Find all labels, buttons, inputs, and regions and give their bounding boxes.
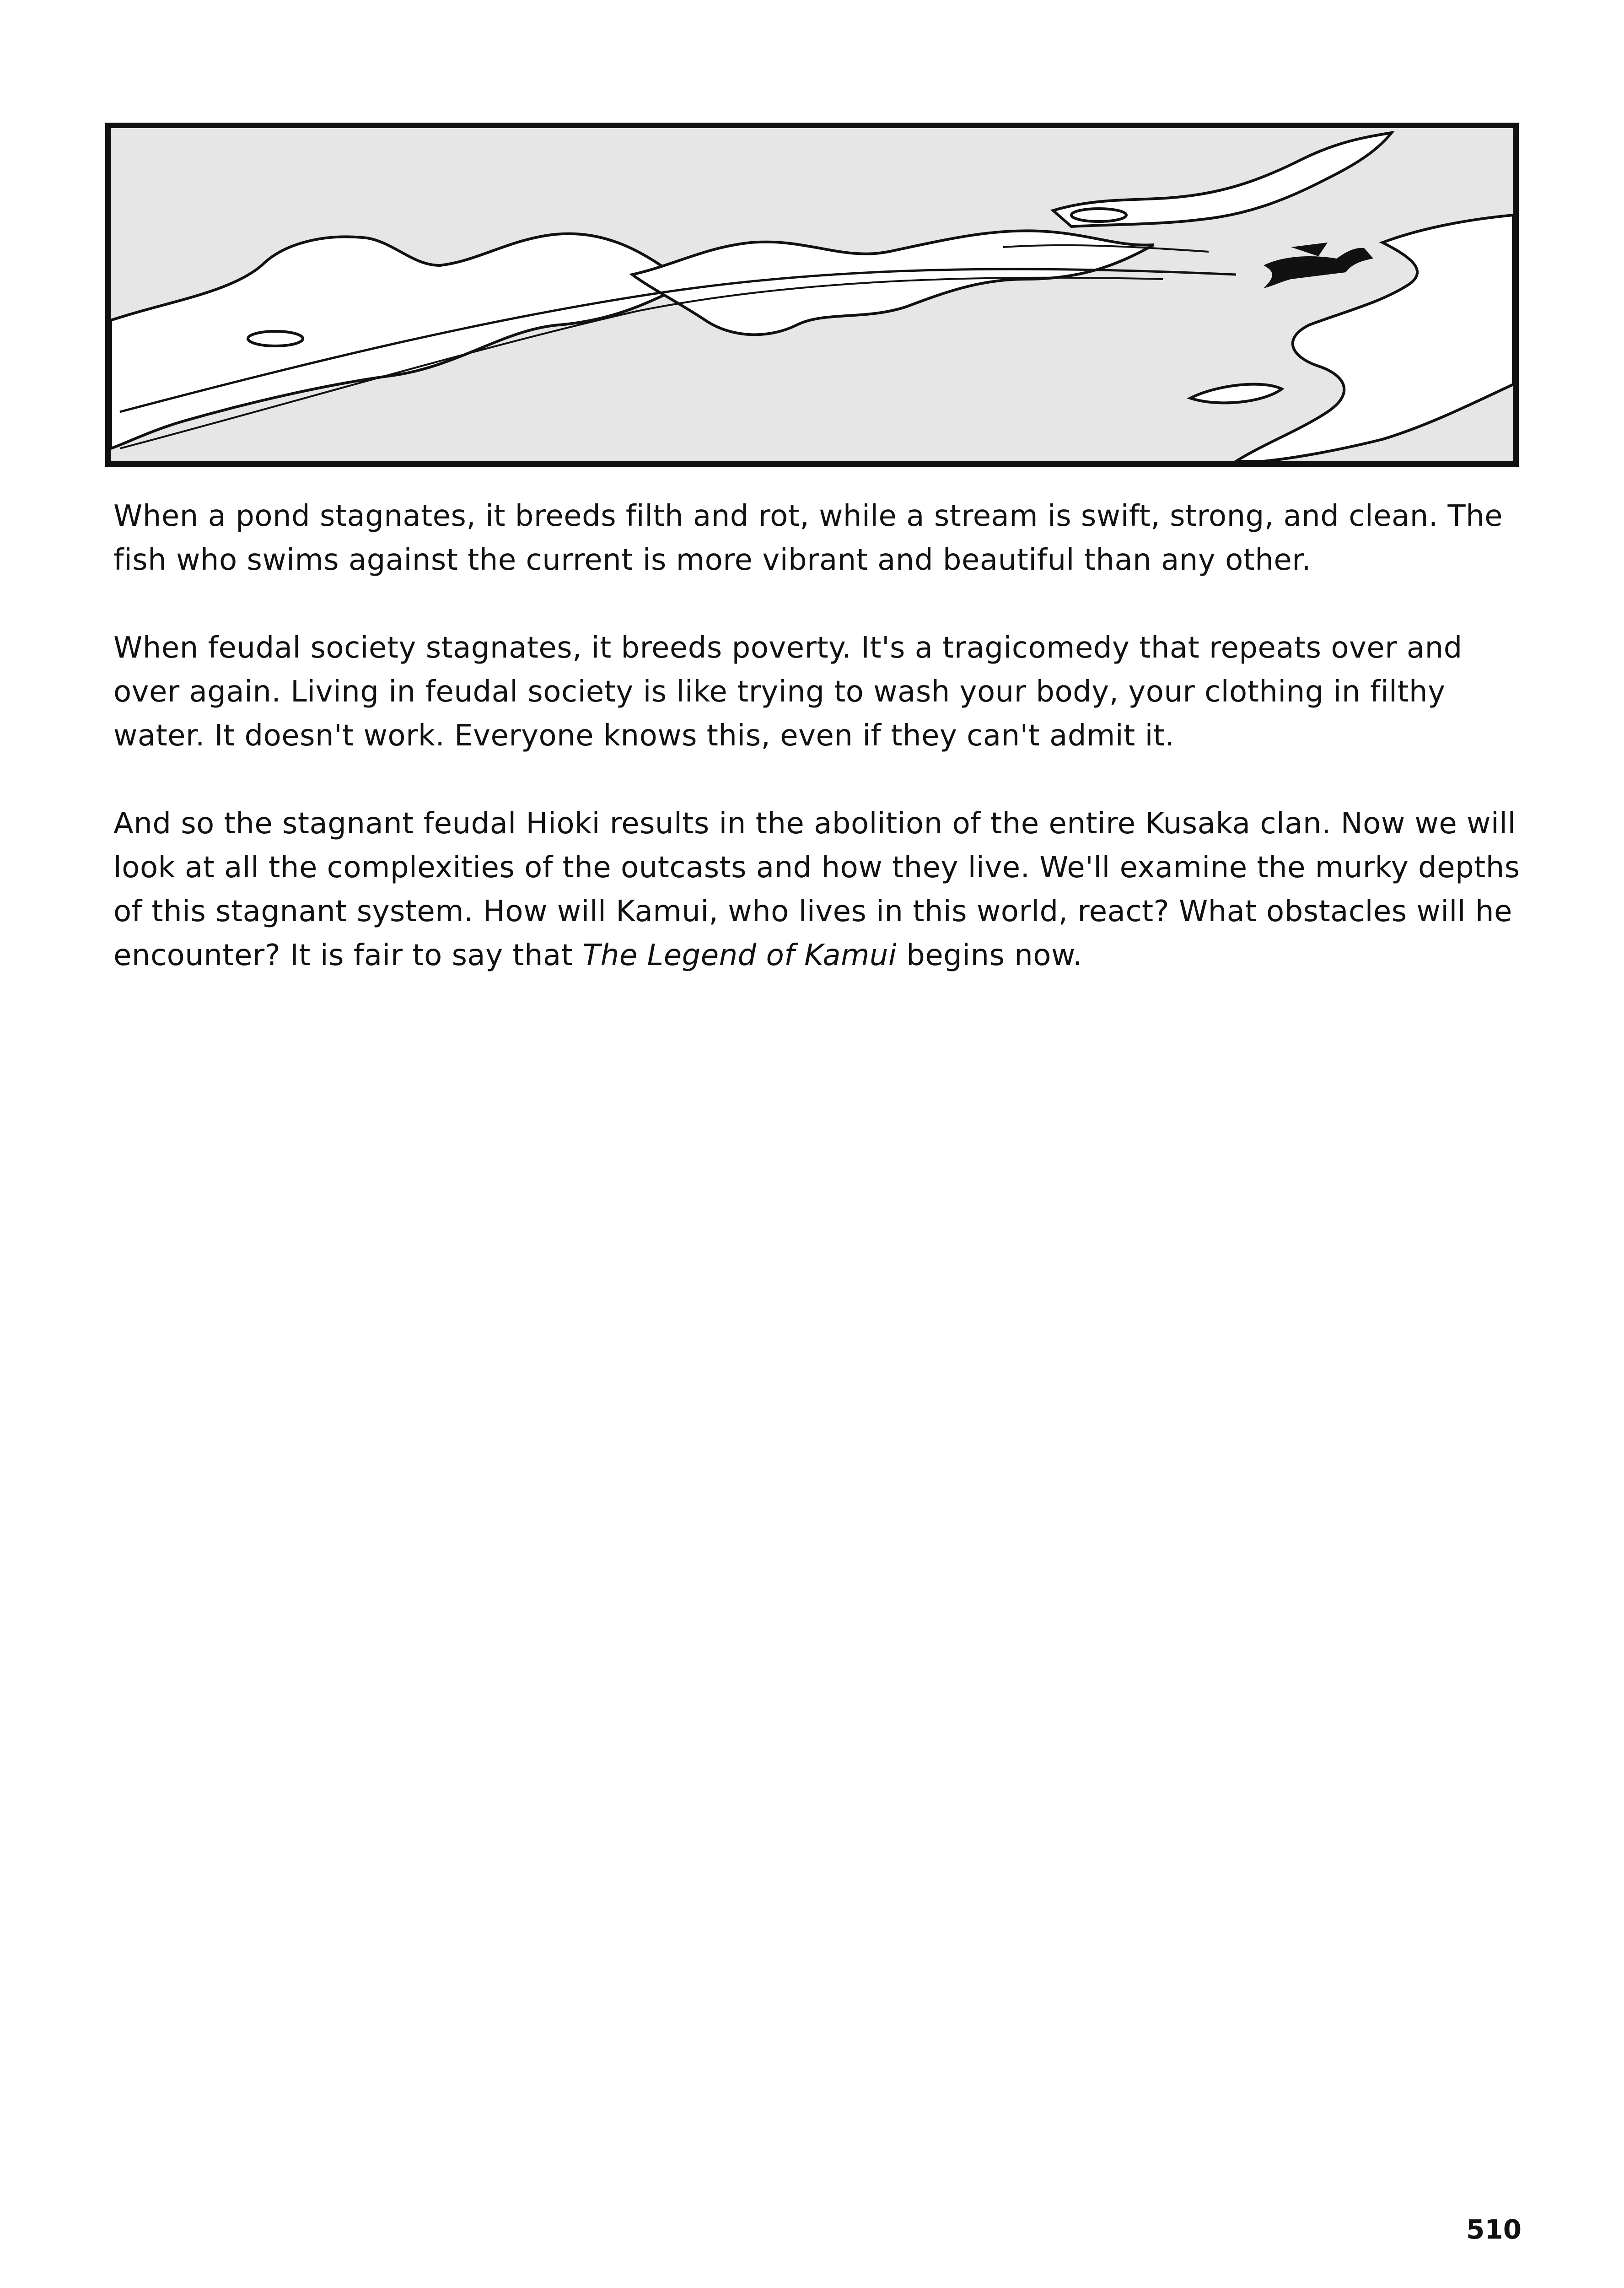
paragraph-3-text-a: And so the stagnant feudal Hioki results in the abolition of the entire Kusaka clan. Now we will look at all the complexities of the outcasts and how they live. We'll examine the murky depths of this stagnant system. How will Kamui, who lives in this world, react? What obstacles will he encounter? It is fair to say that [113,807,1520,972]
paragraph-3-text-b: begins now. [897,939,1082,972]
paragraph-1: When a pond stagnates, it breeds filth and rot, while a stream is swift, strong, and clean. The fish who swims against the current is more vibrant and beautiful than any other. [113,499,1503,577]
cloud-wisp-2 [1071,209,1126,221]
page-number: 510 [1466,2214,1522,2245]
book-title: The Legend of Kamui [582,939,897,972]
manga-panel [105,123,1519,467]
paragraph-2: When feudal society stagnates, it breeds poverty. It's a tragicomedy that repeats over and over again. Living in feudal society is like trying to wash your body, your clothing in filthy water. It doesn't work. Everyone knows this, even if they can't admit it. [113,631,1463,753]
sky-illustration [111,128,1513,461]
paragraph-3 [113,802,1527,977]
narration-text [113,494,1527,1021]
cloud-wisp-1 [248,331,303,346]
